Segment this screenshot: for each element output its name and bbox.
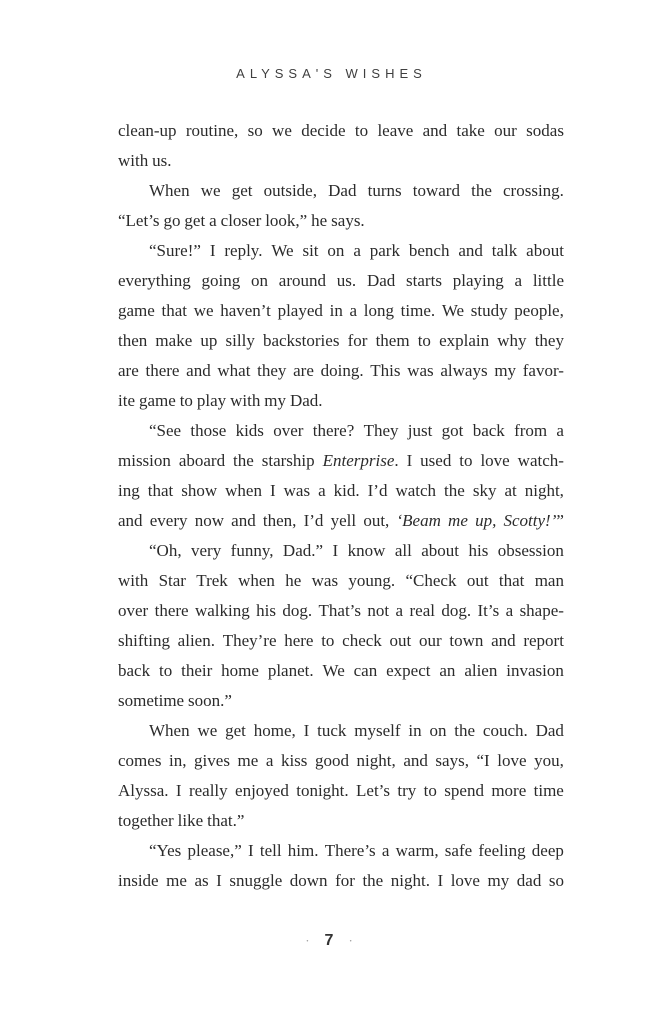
word: crossing. bbox=[503, 181, 564, 200]
word: up, bbox=[475, 511, 497, 530]
text-line bbox=[118, 836, 564, 866]
word: home, bbox=[253, 721, 296, 740]
word: out bbox=[389, 631, 412, 650]
word: he bbox=[285, 571, 302, 590]
word: a bbox=[395, 601, 404, 620]
text-line bbox=[118, 296, 564, 326]
word: talk bbox=[491, 241, 518, 260]
body-text bbox=[118, 116, 564, 896]
word: alien. bbox=[177, 631, 215, 650]
word: a bbox=[318, 481, 326, 500]
word: a bbox=[353, 241, 361, 260]
word: haven’t bbox=[220, 301, 271, 320]
word: and bbox=[186, 361, 211, 380]
word: sodas bbox=[526, 121, 564, 140]
word: our bbox=[418, 631, 442, 650]
text-line bbox=[118, 746, 564, 776]
word: are bbox=[293, 361, 314, 380]
word: says, bbox=[435, 751, 469, 770]
word: sky bbox=[472, 481, 497, 500]
word: check bbox=[342, 631, 382, 650]
word: yell bbox=[330, 511, 357, 530]
word: to bbox=[354, 121, 369, 140]
word: night, bbox=[524, 481, 564, 500]
word: playing bbox=[452, 271, 504, 290]
word: home bbox=[221, 661, 259, 680]
word: please,” bbox=[187, 841, 242, 860]
word: for bbox=[347, 331, 368, 350]
word: watch bbox=[395, 481, 437, 500]
word: show bbox=[181, 481, 218, 500]
text-line bbox=[118, 806, 564, 836]
word: Dad bbox=[366, 271, 396, 290]
word: dog. bbox=[441, 601, 472, 620]
word: him. bbox=[287, 841, 319, 860]
word: mission bbox=[118, 451, 171, 470]
word: take bbox=[456, 121, 485, 140]
word: good bbox=[314, 751, 349, 770]
text-line bbox=[118, 596, 564, 626]
word: they bbox=[534, 331, 564, 350]
word: love bbox=[450, 871, 480, 890]
word: Let’s bbox=[356, 781, 391, 800]
word: dog. bbox=[282, 601, 313, 620]
word: now bbox=[194, 511, 224, 530]
running-header: ALYSSA'S WISHES bbox=[236, 66, 427, 81]
word: so bbox=[247, 121, 263, 140]
word: more bbox=[491, 781, 527, 800]
text-line bbox=[118, 626, 564, 656]
word: about bbox=[421, 541, 460, 560]
word: over bbox=[273, 421, 304, 440]
word: “Yes bbox=[149, 841, 182, 860]
word: watch- bbox=[517, 451, 564, 470]
word: our bbox=[494, 121, 517, 140]
word: leave bbox=[377, 121, 414, 140]
word: inside bbox=[118, 871, 159, 890]
word: the bbox=[233, 451, 254, 470]
word: around bbox=[278, 271, 326, 290]
word: about bbox=[526, 241, 564, 260]
word: I’d bbox=[367, 481, 388, 500]
word: myself bbox=[354, 721, 401, 740]
word: and bbox=[403, 751, 428, 770]
word: for bbox=[335, 871, 355, 890]
word: couch. bbox=[482, 721, 528, 740]
word: Scotty!’” bbox=[503, 511, 564, 530]
word: They’re bbox=[222, 631, 277, 650]
word: We bbox=[271, 241, 294, 260]
word: enjoyed bbox=[235, 781, 289, 800]
word: in bbox=[408, 721, 422, 740]
word: on bbox=[327, 241, 345, 260]
word: young. bbox=[348, 571, 396, 590]
page-number-footer bbox=[0, 930, 658, 952]
word: little bbox=[532, 271, 564, 290]
word: us. bbox=[336, 271, 357, 290]
text-line bbox=[118, 506, 564, 536]
word: played bbox=[277, 301, 323, 320]
text-line bbox=[118, 686, 564, 716]
word: toward bbox=[412, 181, 460, 200]
word: shape- bbox=[519, 601, 564, 620]
word: on bbox=[429, 721, 447, 740]
word: starts bbox=[406, 271, 442, 290]
page-number: 7 bbox=[324, 932, 334, 949]
word: to bbox=[321, 631, 335, 650]
word: kiss bbox=[280, 751, 308, 770]
word: feeling bbox=[478, 841, 526, 860]
word: a bbox=[556, 421, 564, 440]
word: Trek bbox=[196, 571, 228, 590]
word: I bbox=[216, 871, 222, 890]
word: I bbox=[332, 541, 339, 560]
word: that bbox=[161, 301, 188, 320]
word: tuck bbox=[317, 721, 347, 740]
word: make bbox=[155, 331, 193, 350]
word: silly bbox=[225, 331, 255, 350]
word: kids bbox=[235, 421, 264, 440]
word: what bbox=[217, 361, 251, 380]
word: his bbox=[468, 541, 489, 560]
paragraph bbox=[118, 536, 564, 716]
word: a bbox=[349, 301, 358, 320]
word: ing bbox=[118, 481, 140, 500]
text-line bbox=[118, 476, 564, 506]
text-line bbox=[118, 866, 564, 896]
word: “I bbox=[476, 751, 490, 770]
word: to bbox=[423, 781, 437, 800]
word: the bbox=[362, 871, 384, 890]
word: alien bbox=[464, 661, 498, 680]
word: It’s bbox=[477, 601, 500, 620]
word: doing. bbox=[320, 361, 364, 380]
word: When bbox=[149, 181, 190, 200]
word: we bbox=[200, 181, 221, 200]
word: and bbox=[458, 241, 483, 260]
text-segment: “Let’s go get a closer look,” he says. bbox=[118, 211, 365, 230]
word: dad bbox=[516, 871, 542, 890]
word: We bbox=[441, 301, 465, 320]
word: night, bbox=[356, 751, 396, 770]
word: we bbox=[193, 301, 214, 320]
word: to bbox=[417, 331, 431, 350]
word: every bbox=[149, 511, 188, 530]
folio-right-dot: · bbox=[348, 933, 353, 948]
word: I bbox=[303, 721, 310, 740]
word: game bbox=[118, 301, 155, 320]
word: I bbox=[175, 781, 182, 800]
paragraph bbox=[118, 176, 564, 236]
word: know bbox=[347, 541, 386, 560]
word: that bbox=[498, 571, 525, 590]
text-line bbox=[118, 146, 564, 176]
word: expect bbox=[386, 661, 431, 680]
word: love bbox=[480, 451, 510, 470]
word: gives bbox=[194, 751, 230, 770]
word: people, bbox=[514, 301, 564, 320]
word: This bbox=[370, 361, 401, 380]
word: all bbox=[394, 541, 412, 560]
word: I bbox=[209, 241, 216, 260]
word: then bbox=[118, 331, 148, 350]
word: down bbox=[289, 871, 328, 890]
word: long bbox=[363, 301, 394, 320]
word: out bbox=[466, 571, 489, 590]
word: explain bbox=[439, 331, 490, 350]
word: are bbox=[118, 361, 139, 380]
text-line bbox=[118, 326, 564, 356]
word: why bbox=[497, 331, 527, 350]
word: backstories bbox=[262, 331, 340, 350]
word: There’s bbox=[324, 841, 376, 860]
word: Enterprise. bbox=[322, 451, 399, 470]
word: report bbox=[523, 631, 564, 650]
word: at bbox=[504, 481, 517, 500]
word: When bbox=[149, 721, 190, 740]
word: walking bbox=[194, 601, 250, 620]
text-line bbox=[118, 116, 564, 146]
text-segment: with us. bbox=[118, 151, 172, 170]
word: up bbox=[200, 331, 218, 350]
word: here bbox=[284, 631, 314, 650]
word: was bbox=[283, 481, 311, 500]
word: That’s bbox=[318, 601, 362, 620]
word: those bbox=[190, 421, 227, 440]
text-line bbox=[118, 206, 564, 236]
word: night. bbox=[390, 871, 430, 890]
folio-left-dot: · bbox=[305, 933, 310, 948]
word: Dad bbox=[535, 721, 564, 740]
text-line bbox=[118, 176, 564, 206]
word: so bbox=[548, 871, 564, 890]
text-line bbox=[118, 386, 564, 416]
word: “Oh, bbox=[149, 541, 182, 560]
word: “See bbox=[149, 421, 182, 440]
word: clean-up bbox=[118, 121, 177, 140]
word: a bbox=[265, 751, 274, 770]
text-line bbox=[118, 266, 564, 296]
word: I bbox=[247, 841, 254, 860]
word: warm, bbox=[395, 841, 439, 860]
word: me bbox=[166, 871, 187, 890]
word: man bbox=[534, 571, 564, 590]
word: can bbox=[353, 661, 378, 680]
word: turns bbox=[367, 181, 402, 200]
word: my bbox=[494, 361, 517, 380]
word: his bbox=[256, 601, 276, 620]
word: an bbox=[439, 661, 456, 680]
word: was bbox=[311, 571, 339, 590]
word: the bbox=[444, 481, 465, 500]
word: invasion bbox=[506, 661, 564, 680]
word: to bbox=[158, 661, 173, 680]
word: planet. bbox=[267, 661, 314, 680]
text-line bbox=[118, 776, 564, 806]
word: used bbox=[420, 451, 452, 470]
word: on bbox=[251, 271, 268, 290]
word: them bbox=[375, 331, 410, 350]
word: study bbox=[470, 301, 508, 320]
word: time bbox=[533, 781, 564, 800]
paragraph bbox=[118, 116, 564, 176]
word: always bbox=[440, 361, 488, 380]
word: back bbox=[118, 661, 151, 680]
word: “Check bbox=[405, 571, 457, 590]
word: Star bbox=[158, 571, 186, 590]
word: and bbox=[231, 511, 256, 530]
text-line bbox=[118, 416, 564, 446]
word: a bbox=[381, 841, 390, 860]
word: and bbox=[118, 511, 143, 530]
word: comes bbox=[118, 751, 162, 770]
word: when bbox=[225, 481, 262, 500]
word: funny, bbox=[230, 541, 274, 560]
word: out, bbox=[363, 511, 390, 530]
word: me bbox=[448, 511, 468, 530]
word: going bbox=[201, 271, 241, 290]
word: got bbox=[441, 421, 464, 440]
word: sit bbox=[302, 241, 319, 260]
word: their bbox=[181, 661, 213, 680]
word: in, bbox=[169, 751, 187, 770]
word: town bbox=[449, 631, 484, 650]
paragraph bbox=[118, 416, 564, 536]
word: just bbox=[407, 421, 433, 440]
word: try bbox=[397, 781, 417, 800]
word: from bbox=[514, 421, 548, 440]
word: and bbox=[422, 121, 448, 140]
word: safe bbox=[444, 841, 473, 860]
word: get bbox=[231, 181, 253, 200]
word: starship bbox=[261, 451, 315, 470]
text-line bbox=[118, 536, 564, 566]
word: as bbox=[194, 871, 209, 890]
word: spend bbox=[444, 781, 484, 800]
word: everything bbox=[118, 271, 191, 290]
word: when bbox=[238, 571, 275, 590]
word: kid. bbox=[333, 481, 360, 500]
paragraph bbox=[118, 836, 564, 896]
word: love bbox=[497, 751, 527, 770]
word: was bbox=[407, 361, 434, 380]
paragraph bbox=[118, 236, 564, 416]
word: the bbox=[454, 721, 476, 740]
word: my bbox=[487, 871, 510, 890]
word: there? bbox=[312, 421, 355, 440]
word: we bbox=[197, 721, 218, 740]
word: I bbox=[437, 871, 444, 890]
word: I’d bbox=[303, 511, 324, 530]
word: then, bbox=[262, 511, 297, 530]
word: over bbox=[118, 601, 149, 620]
word: real bbox=[409, 601, 435, 620]
word: I bbox=[406, 451, 413, 470]
word: I bbox=[269, 481, 276, 500]
text-line bbox=[118, 566, 564, 596]
word: get bbox=[225, 721, 246, 740]
word: favor- bbox=[522, 361, 564, 380]
word: there bbox=[154, 601, 189, 620]
word: really bbox=[188, 781, 228, 800]
word: we bbox=[272, 121, 292, 140]
word: there bbox=[145, 361, 180, 380]
word: the bbox=[471, 181, 492, 200]
word: back bbox=[472, 421, 505, 440]
word: Dad.” bbox=[282, 541, 324, 560]
text-line bbox=[118, 356, 564, 386]
word: We bbox=[322, 661, 345, 680]
word: with bbox=[118, 571, 149, 590]
word: tell bbox=[259, 841, 282, 860]
word: Dad bbox=[328, 181, 357, 200]
word: not bbox=[367, 601, 390, 620]
word: they bbox=[257, 361, 287, 380]
word: They bbox=[363, 421, 399, 440]
text-segment: sometime soon.” bbox=[118, 691, 232, 710]
word: me bbox=[237, 751, 259, 770]
word: very bbox=[191, 541, 222, 560]
word: in bbox=[329, 301, 343, 320]
word: that bbox=[147, 481, 174, 500]
word: to bbox=[459, 451, 473, 470]
text-segment: together like that.” bbox=[118, 811, 245, 830]
word: a bbox=[505, 601, 514, 620]
word: deep bbox=[531, 841, 564, 860]
word: decide bbox=[301, 121, 346, 140]
word: obsession bbox=[497, 541, 564, 560]
text-line bbox=[118, 236, 564, 266]
word: a bbox=[514, 271, 523, 290]
word: and bbox=[491, 631, 516, 650]
word: outside, bbox=[263, 181, 317, 200]
word: shifting bbox=[118, 631, 170, 650]
text-segment: ite game to play with my Dad. bbox=[118, 391, 323, 410]
paragraph bbox=[118, 716, 564, 836]
word: tonight. bbox=[296, 781, 349, 800]
text-line bbox=[118, 716, 564, 746]
text-line bbox=[118, 446, 564, 476]
text-line bbox=[118, 656, 564, 686]
word: reply. bbox=[224, 241, 263, 260]
word: aboard bbox=[178, 451, 226, 470]
word: ‘Beam bbox=[396, 511, 441, 530]
word: you, bbox=[534, 751, 564, 770]
word: time. bbox=[400, 301, 436, 320]
word: “Sure!” bbox=[149, 241, 201, 260]
word: Alyssa. bbox=[118, 781, 169, 800]
word: routine, bbox=[185, 121, 239, 140]
word: park bbox=[369, 241, 400, 260]
word: snuggle bbox=[229, 871, 283, 890]
word: bench bbox=[408, 241, 450, 260]
